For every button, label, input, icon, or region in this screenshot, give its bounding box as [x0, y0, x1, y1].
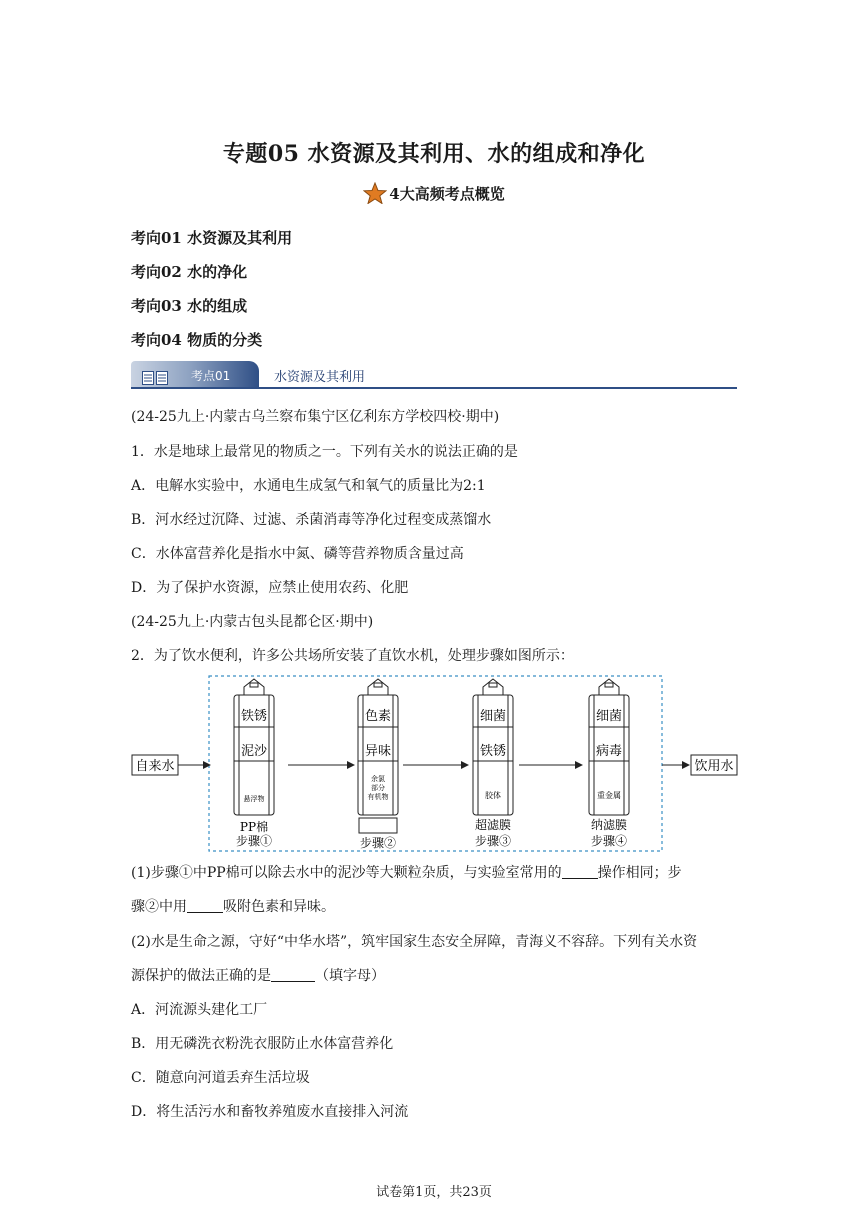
column-bottom-label: 重金属 — [597, 791, 621, 800]
column-bottom-label: 胶体 — [485, 791, 501, 800]
q1-option-c: C．水体富营养化是指水中氮、磷等营养物质含量过高 — [131, 546, 464, 562]
column-step: 步骤④ — [590, 834, 628, 848]
q2-sub1-text: 操作相同；步 — [597, 865, 682, 881]
column-mid-label: 病毒 — [595, 744, 623, 759]
filter-column-3 — [473, 679, 513, 848]
q2-option-a: A．河流源头建化工厂 — [131, 1002, 268, 1018]
column-caption: PP棉 — [239, 820, 269, 834]
column-caption: 纳滤膜 — [590, 818, 628, 832]
filter-column-1 — [234, 679, 274, 848]
column-caption: 超滤膜 — [474, 818, 512, 832]
column-step: 步骤② — [359, 836, 397, 850]
q2-sub1-line1 — [131, 863, 682, 883]
column-mid-label: 铁锈 — [479, 744, 507, 759]
column-top-label: 色素 — [364, 709, 392, 724]
banner-underline — [131, 387, 737, 389]
q1-option-b: B．河水经过沉降、过滤、杀菌消毒等净化过程变成蒸馏水 — [131, 512, 492, 528]
column-step: 步骤① — [235, 834, 273, 848]
q2-option-b: B．用无磷洗衣粉洗衣服防止水体富营养化 — [131, 1036, 394, 1052]
column-top-label: 细菌 — [595, 709, 623, 724]
subtitle-text: 4大高频考点概览 — [389, 185, 505, 203]
star-icon — [363, 182, 387, 208]
q1-stem: 1．水是地球上最常见的物质之一。下列有关水的说法正确的是 — [131, 444, 518, 460]
answer-blank[interactable] — [271, 967, 315, 982]
filter-column-2 — [358, 679, 398, 850]
direction-item: 考向01 水资源及其利用 — [131, 229, 293, 247]
input-label: 自来水 — [135, 759, 175, 774]
column-top-label: 细菌 — [479, 709, 507, 724]
q2-sub1-line2 — [131, 897, 335, 917]
q2-sub1-text: (1)步骤①中PP棉可以除去水中的泥沙等大颗粒杂质，与实验室常用的 — [131, 865, 562, 881]
water-purifier-diagram — [130, 673, 740, 855]
banner-tab — [131, 361, 259, 387]
q2-stem: 2．为了饮水便利，许多公共场所安装了直饮水机，处理步骤如图所示： — [131, 648, 574, 664]
direction-item: 考向03 水的组成 — [131, 297, 248, 315]
q2-sub2-text: （填字母） — [315, 968, 385, 984]
direction-item: 考向04 物质的分类 — [131, 331, 263, 349]
topic-banner — [131, 361, 737, 389]
column-bottom-label: 悬浮物 — [243, 795, 265, 803]
output-label: 饮用水 — [694, 759, 734, 774]
column-bottom-label: 有机物 — [367, 793, 389, 801]
column-step: 步骤③ — [474, 834, 512, 848]
banner-tab-label: 考点01 — [191, 369, 231, 383]
q2-option-c: C．随意向河道丢弃生活垃圾 — [131, 1070, 310, 1086]
column-bottom-label: 部分 — [371, 784, 385, 792]
column-mid-label: 泥沙 — [240, 744, 268, 759]
column-mid-label: 异味 — [364, 744, 392, 759]
list-icon — [142, 371, 168, 385]
column-top-label: 铁锈 — [240, 709, 268, 724]
answer-blank[interactable] — [187, 898, 223, 913]
direction-item: 考向02 水的净化 — [131, 263, 248, 281]
answer-box — [359, 818, 397, 833]
q2-option-d: D．将生活污水和畜牧养殖废水直接排入河流 — [131, 1104, 409, 1120]
answer-blank[interactable] — [562, 864, 598, 879]
q1-source: (24-25九上·内蒙古乌兰察布集宁区亿利东方学校四校·期中) — [131, 409, 500, 425]
page-footer: 试卷第1页，共23页 — [376, 1185, 492, 1200]
q2-source: (24-25九上·内蒙古包头昆都仑区·期中) — [131, 614, 374, 630]
banner-topic: 水资源及其利用 — [274, 370, 366, 385]
q2-sub2-text: 源保护的做法正确的是 — [131, 968, 271, 984]
column-bottom-label: 余氯 — [371, 775, 385, 783]
overview-subtitle — [0, 182, 868, 208]
q2-sub1-text: 吸附色素和异味。 — [223, 899, 335, 915]
q2-sub1-text: 骤②中用 — [131, 899, 187, 915]
q2-sub2-line2 — [131, 966, 385, 986]
filter-column-4 — [589, 679, 629, 848]
q1-option-d: D．为了保护水资源，应禁止使用农药、化肥 — [131, 580, 409, 596]
page-title: 专题05 水资源及其利用、水的组成和净化 — [222, 141, 646, 167]
q1-option-a: A．电解水实验中，水通电生成氢气和氧气的质量比为2:1 — [131, 478, 486, 494]
q2-sub2-line1: (2)水是生命之源，守好“中华水塔”，筑牢国家生态安全屏障，青海义不容辞。下列有关水资 — [131, 934, 698, 950]
